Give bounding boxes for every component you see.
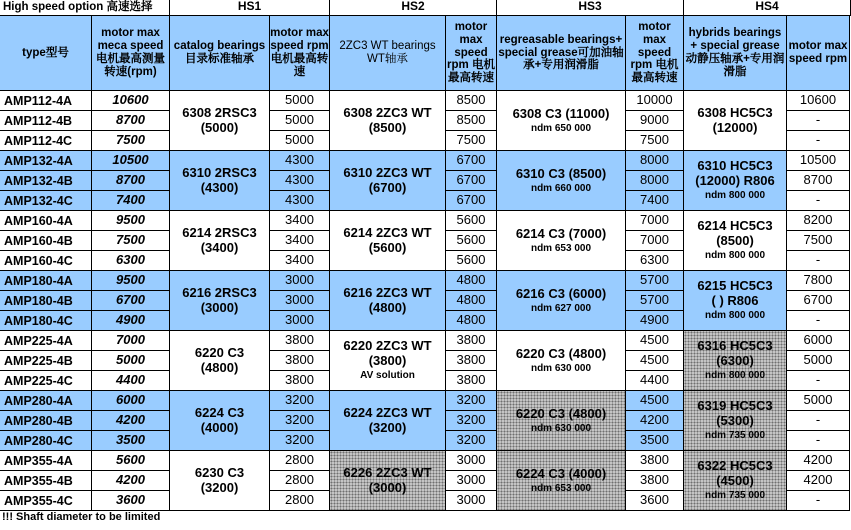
bearing-hs4 bbox=[684, 271, 787, 331]
row-hs3-speed: 6300 bbox=[626, 251, 684, 271]
row-hs2-speed: 4800 bbox=[446, 291, 497, 311]
bearing-speed: (4800) bbox=[368, 299, 407, 315]
bearing-hs2 bbox=[330, 211, 446, 271]
group-header-hs3: HS3 bbox=[497, 0, 684, 16]
bearing-hs1 bbox=[170, 451, 270, 511]
row-hs4-speed: 4200 bbox=[787, 471, 850, 491]
row-motor-max: 7500 bbox=[92, 131, 170, 151]
row-hs2-speed: 5600 bbox=[446, 231, 497, 251]
row-hs1-speed: 3800 bbox=[270, 371, 330, 391]
bearing-hs2 bbox=[330, 271, 446, 331]
row-hs2-speed: 3800 bbox=[446, 371, 497, 391]
bearing-hs1 bbox=[170, 91, 270, 151]
bearing-hs2 bbox=[330, 331, 446, 391]
row-hs4-speed: - bbox=[787, 131, 850, 151]
row-motor-max: 6300 bbox=[92, 251, 170, 271]
row-motor-max: 4200 bbox=[92, 411, 170, 431]
row-type: AMP112-4C bbox=[0, 131, 92, 151]
column-header-hs2-bearing: 2ZC3 WT bearings WT轴承 bbox=[330, 16, 446, 91]
bearing-hs3 bbox=[497, 211, 626, 271]
bearing-name: 6220 2ZC3 WT bbox=[343, 338, 432, 354]
row-motor-max: 9500 bbox=[92, 211, 170, 231]
row-type: AMP160-4B bbox=[0, 231, 92, 251]
row-motor-max: 4400 bbox=[92, 371, 170, 391]
row-hs3-speed: 5700 bbox=[626, 271, 684, 291]
bearing-hs3 bbox=[497, 451, 626, 511]
row-type: AMP132-4C bbox=[0, 191, 92, 211]
bearing-name: 6224 2ZC3 WT bbox=[343, 404, 432, 420]
bearing-name: 6230 C3 bbox=[194, 464, 245, 480]
column-header-hs4-speed: motor max speed rpm bbox=[787, 16, 850, 91]
row-hs4-speed: 7500 bbox=[787, 231, 850, 251]
row-hs4-speed: - bbox=[787, 191, 850, 211]
bearing-hs4 bbox=[684, 91, 787, 151]
row-motor-max: 10500 bbox=[92, 151, 170, 171]
row-hs1-speed: 4300 bbox=[270, 151, 330, 171]
row-hs3-speed: 10000 bbox=[626, 91, 684, 111]
bearing-hs2 bbox=[330, 151, 446, 211]
bearing-hs4 bbox=[684, 451, 787, 511]
row-type: AMP160-4C bbox=[0, 251, 92, 271]
row-hs4-speed: 5000 bbox=[787, 351, 850, 371]
column-header-motor-max: motor max meca speed 电机最高测量转速(rpm) bbox=[92, 16, 170, 91]
row-hs3-speed: 3800 bbox=[626, 451, 684, 471]
bearing-speed: (3200) bbox=[368, 419, 407, 435]
row-hs4-speed: - bbox=[787, 491, 850, 511]
bearing-speed: (3000) bbox=[368, 479, 407, 495]
bearing-ndm: ndm 630 000 bbox=[530, 363, 592, 375]
row-type: AMP280-4B bbox=[0, 411, 92, 431]
row-type: AMP160-4A bbox=[0, 211, 92, 231]
bearing-speed: (4000) bbox=[200, 419, 239, 435]
row-hs4-speed: - bbox=[787, 311, 850, 331]
row-type: AMP280-4C bbox=[0, 431, 92, 451]
row-hs4-speed: 6000 bbox=[787, 331, 850, 351]
bearing-name: 6319 HC5C3 bbox=[697, 398, 773, 414]
bearing-ndm: ndm 735 000 bbox=[704, 430, 766, 442]
group-header-hs1: HS1 bbox=[170, 0, 330, 16]
row-hs4-speed: 5000 bbox=[787, 391, 850, 411]
bearing-hs2 bbox=[330, 451, 446, 511]
bearing-name: 6220 C3 bbox=[194, 344, 245, 360]
row-hs2-speed: 3200 bbox=[446, 391, 497, 411]
bearing-speed: (5300) bbox=[716, 412, 754, 428]
bearing-hs1 bbox=[170, 271, 270, 331]
row-hs1-speed: 3400 bbox=[270, 231, 330, 251]
bearing-name: 6310 HC5C3 bbox=[697, 158, 773, 174]
bearing-name: 6310 2RSC3 bbox=[182, 164, 257, 180]
row-hs3-speed: 8000 bbox=[626, 151, 684, 171]
row-hs1-speed: 5000 bbox=[270, 131, 330, 151]
row-hs2-speed: 3000 bbox=[446, 491, 497, 511]
bearing-name: 6308 HC5C3 bbox=[697, 104, 773, 120]
row-hs2-speed: 6700 bbox=[446, 191, 497, 211]
row-motor-max: 8700 bbox=[92, 171, 170, 191]
row-hs1-speed: 5000 bbox=[270, 111, 330, 131]
row-hs4-speed: 10600 bbox=[787, 91, 850, 111]
bearing-speed: (12000) bbox=[712, 119, 758, 135]
row-hs1-speed: 3000 bbox=[270, 291, 330, 311]
table-title: High speed option 高速选择 bbox=[0, 0, 170, 16]
row-hs3-speed: 7400 bbox=[626, 191, 684, 211]
row-type: AMP225-4A bbox=[0, 331, 92, 351]
row-hs4-speed: 8700 bbox=[787, 171, 850, 191]
column-header-hs4-bearing: hybrids bearings + special grease 动静压轴承+专用润滑脂 bbox=[684, 16, 787, 91]
bearing-ndm: ndm 660 000 bbox=[530, 183, 592, 195]
bearing-name: 6316 HC5C3 bbox=[697, 338, 773, 354]
row-hs2-speed: 3800 bbox=[446, 331, 497, 351]
bearing-hs1 bbox=[170, 331, 270, 391]
row-hs1-speed: 4300 bbox=[270, 171, 330, 191]
row-hs3-speed: 7500 bbox=[626, 131, 684, 151]
column-header-hs1-speed: motor max speed rpm电机最高转速 bbox=[270, 16, 330, 91]
row-motor-max: 4900 bbox=[92, 311, 170, 331]
bearing-ndm: ndm 800 000 bbox=[704, 370, 766, 382]
bearing-ndm: ndm 800 000 bbox=[704, 250, 766, 262]
row-hs4-speed: - bbox=[787, 411, 850, 431]
bearing-name: 6216 C3 (6000) bbox=[515, 285, 607, 301]
bearing-hs4 bbox=[684, 211, 787, 271]
row-motor-max: 5000 bbox=[92, 351, 170, 371]
bearing-hs2 bbox=[330, 91, 446, 151]
row-hs2-speed: 6700 bbox=[446, 171, 497, 191]
row-hs2-speed: 3200 bbox=[446, 431, 497, 451]
bearing-ndm: ndm 800 000 bbox=[704, 190, 766, 202]
row-hs3-speed: 4500 bbox=[626, 331, 684, 351]
row-type: AMP355-4A bbox=[0, 451, 92, 471]
row-type: AMP225-4C bbox=[0, 371, 92, 391]
row-hs3-speed: 7000 bbox=[626, 231, 684, 251]
row-hs1-speed: 3200 bbox=[270, 391, 330, 411]
column-header-hs1-bearing: catalog bearings目录标准轴承 bbox=[170, 16, 270, 91]
bearing-name: 6214 HC5C3 bbox=[697, 218, 773, 234]
row-hs3-speed: 8000 bbox=[626, 171, 684, 191]
row-type: AMP132-4B bbox=[0, 171, 92, 191]
row-type: AMP355-4C bbox=[0, 491, 92, 511]
row-hs1-speed: 3200 bbox=[270, 411, 330, 431]
row-motor-max: 8700 bbox=[92, 111, 170, 131]
row-hs2-speed: 4800 bbox=[446, 311, 497, 331]
row-hs4-speed: - bbox=[787, 431, 850, 451]
bearing-hs1 bbox=[170, 391, 270, 451]
row-hs2-speed: 3200 bbox=[446, 411, 497, 431]
row-hs3-speed: 4900 bbox=[626, 311, 684, 331]
row-hs2-speed: 8500 bbox=[446, 91, 497, 111]
bearing-ndm: ndm 800 000 bbox=[704, 310, 766, 322]
row-type: AMP280-4A bbox=[0, 391, 92, 411]
bearing-name: 6216 2ZC3 WT bbox=[343, 284, 432, 300]
bearing-name: 6310 C3 (8500) bbox=[515, 165, 607, 181]
row-hs3-speed: 4500 bbox=[626, 351, 684, 371]
bearing-hs3 bbox=[497, 391, 626, 451]
row-hs2-speed: 7500 bbox=[446, 131, 497, 151]
bearing-hs3 bbox=[497, 151, 626, 211]
bearing-speed: (3000) bbox=[200, 299, 239, 315]
bearing-note: AV solution bbox=[360, 370, 415, 382]
row-type: AMP180-4A bbox=[0, 271, 92, 291]
row-hs2-speed: 4800 bbox=[446, 271, 497, 291]
row-hs4-speed: 4200 bbox=[787, 451, 850, 471]
bearing-speed: (5000) bbox=[200, 119, 239, 135]
bearing-speed: (3200) bbox=[200, 479, 239, 495]
bearing-speed: (3800) bbox=[368, 352, 407, 368]
bearing-hs2 bbox=[330, 391, 446, 451]
row-hs4-speed: 7800 bbox=[787, 271, 850, 291]
row-hs1-speed: 2800 bbox=[270, 491, 330, 511]
bearing-hs4 bbox=[684, 391, 787, 451]
row-type: AMP132-4A bbox=[0, 151, 92, 171]
bearing-ndm: ndm 650 000 bbox=[530, 123, 592, 135]
row-hs2-speed: 8500 bbox=[446, 111, 497, 131]
row-hs3-speed: 5700 bbox=[626, 291, 684, 311]
bearing-ndm: ndm 653 000 bbox=[530, 483, 592, 495]
row-hs3-speed: 4200 bbox=[626, 411, 684, 431]
bearing-speed: (4500) bbox=[716, 472, 754, 488]
bearing-name: 6220 C3 (4800) bbox=[515, 405, 607, 421]
row-hs3-speed: 4400 bbox=[626, 371, 684, 391]
row-motor-max: 7400 bbox=[92, 191, 170, 211]
bearing-hs1 bbox=[170, 211, 270, 271]
row-hs1-speed: 5000 bbox=[270, 91, 330, 111]
column-header-type: type型号 bbox=[0, 16, 92, 91]
bearing-ndm: ndm 735 000 bbox=[704, 490, 766, 502]
bearing-hs3 bbox=[497, 91, 626, 151]
bearing-name: 6310 2ZC3 WT bbox=[343, 164, 432, 180]
column-header-hs3-speed: motor max speed rpm 电机最高转速 bbox=[626, 16, 684, 91]
row-hs1-speed: 4300 bbox=[270, 191, 330, 211]
row-type: AMP180-4B bbox=[0, 291, 92, 311]
row-hs3-speed: 3800 bbox=[626, 471, 684, 491]
row-type: AMP225-4B bbox=[0, 351, 92, 371]
row-motor-max: 4200 bbox=[92, 471, 170, 491]
row-hs1-speed: 3400 bbox=[270, 211, 330, 231]
row-motor-max: 10600 bbox=[92, 91, 170, 111]
row-hs1-speed: 3200 bbox=[270, 431, 330, 451]
column-header-hs3-bearing: regreasable bearings+ special grease可加油轴承+专用润滑脂 bbox=[497, 16, 626, 91]
row-type: AMP112-4B bbox=[0, 111, 92, 131]
row-hs1-speed: 3800 bbox=[270, 351, 330, 371]
bearing-speed: ( ) R806 bbox=[711, 292, 759, 308]
row-motor-max: 3500 bbox=[92, 431, 170, 451]
row-hs3-speed: 4500 bbox=[626, 391, 684, 411]
row-type: AMP355-4B bbox=[0, 471, 92, 491]
bearing-speed: (6300) bbox=[716, 352, 754, 368]
row-hs3-speed: 9000 bbox=[626, 111, 684, 131]
bearing-hs3 bbox=[497, 271, 626, 331]
bearing-name: 6226 2ZC3 WT bbox=[343, 464, 432, 480]
row-hs4-speed: 8200 bbox=[787, 211, 850, 231]
row-hs3-speed: 7000 bbox=[626, 211, 684, 231]
row-motor-max: 5600 bbox=[92, 451, 170, 471]
bearing-hs1 bbox=[170, 151, 270, 211]
row-motor-max: 7000 bbox=[92, 331, 170, 351]
column-header-hs2-speed: motor max speed rpm 电机最高转速 bbox=[446, 16, 497, 91]
bearing-speed: (8500) bbox=[368, 119, 407, 135]
bearing-hs4 bbox=[684, 151, 787, 211]
bearing-name: 6322 HC5C3 bbox=[697, 458, 773, 474]
row-hs2-speed: 3000 bbox=[446, 451, 497, 471]
row-hs2-speed: 3800 bbox=[446, 351, 497, 371]
bearing-speed: (5600) bbox=[368, 239, 407, 255]
row-hs4-speed: - bbox=[787, 371, 850, 391]
row-motor-max: 6000 bbox=[92, 391, 170, 411]
row-hs3-speed: 3600 bbox=[626, 491, 684, 511]
group-header-hs2: HS2 bbox=[330, 0, 497, 16]
row-motor-max: 6700 bbox=[92, 291, 170, 311]
row-hs2-speed: 5600 bbox=[446, 251, 497, 271]
bearing-speed: (8500) bbox=[716, 232, 754, 248]
footnote: !!! Shaft diameter to be limited bbox=[2, 511, 161, 523]
row-type: AMP112-4A bbox=[0, 91, 92, 111]
bearing-speed: (12000) R806 bbox=[695, 172, 775, 188]
row-hs1-speed: 3800 bbox=[270, 331, 330, 351]
row-hs1-speed: 3000 bbox=[270, 271, 330, 291]
row-hs3-speed: 3500 bbox=[626, 431, 684, 451]
bearing-name: 6308 2RSC3 bbox=[182, 104, 257, 120]
row-motor-max: 7500 bbox=[92, 231, 170, 251]
row-hs4-speed: 6700 bbox=[787, 291, 850, 311]
row-hs4-speed: 10500 bbox=[787, 151, 850, 171]
bearing-hs4 bbox=[684, 331, 787, 391]
bearing-speed: (4800) bbox=[200, 359, 239, 375]
bearing-speed: (6700) bbox=[368, 179, 407, 195]
row-motor-max: 3600 bbox=[92, 491, 170, 511]
bearing-ndm: ndm 630 000 bbox=[530, 423, 592, 435]
bearing-ndm: ndm 653 000 bbox=[530, 243, 592, 255]
bearing-name: 6214 2ZC3 WT bbox=[343, 224, 432, 240]
bearing-name: 6224 C3 (4000) bbox=[515, 465, 607, 481]
bearing-name: 6308 2ZC3 WT bbox=[343, 104, 432, 120]
bearing-speed: (3400) bbox=[200, 239, 239, 255]
row-type: AMP180-4C bbox=[0, 311, 92, 331]
bearing-ndm: ndm 627 000 bbox=[530, 303, 592, 315]
group-header-hs4: HS4 bbox=[684, 0, 851, 16]
bearing-name: 6224 C3 bbox=[194, 404, 245, 420]
row-hs4-speed: - bbox=[787, 111, 850, 131]
row-hs1-speed: 3000 bbox=[270, 311, 330, 331]
row-hs1-speed: 2800 bbox=[270, 451, 330, 471]
row-hs1-speed: 3400 bbox=[270, 251, 330, 271]
row-hs2-speed: 6700 bbox=[446, 151, 497, 171]
bearing-name: 6308 C3 (11000) bbox=[512, 105, 610, 121]
bearing-name: 6216 2RSC3 bbox=[182, 284, 257, 300]
bearing-name: 6214 C3 (7000) bbox=[515, 225, 607, 241]
row-hs1-speed: 2800 bbox=[270, 471, 330, 491]
row-hs4-speed: - bbox=[787, 251, 850, 271]
bearing-name: 6220 C3 (4800) bbox=[515, 345, 607, 361]
bearing-hs3 bbox=[497, 331, 626, 391]
bearing-name: 6214 2RSC3 bbox=[182, 224, 257, 240]
bearing-name: 6215 HC5C3 bbox=[697, 278, 773, 294]
row-hs2-speed: 5600 bbox=[446, 211, 497, 231]
row-hs2-speed: 3000 bbox=[446, 471, 497, 491]
row-motor-max: 9500 bbox=[92, 271, 170, 291]
bearing-speed: (4300) bbox=[200, 179, 239, 195]
